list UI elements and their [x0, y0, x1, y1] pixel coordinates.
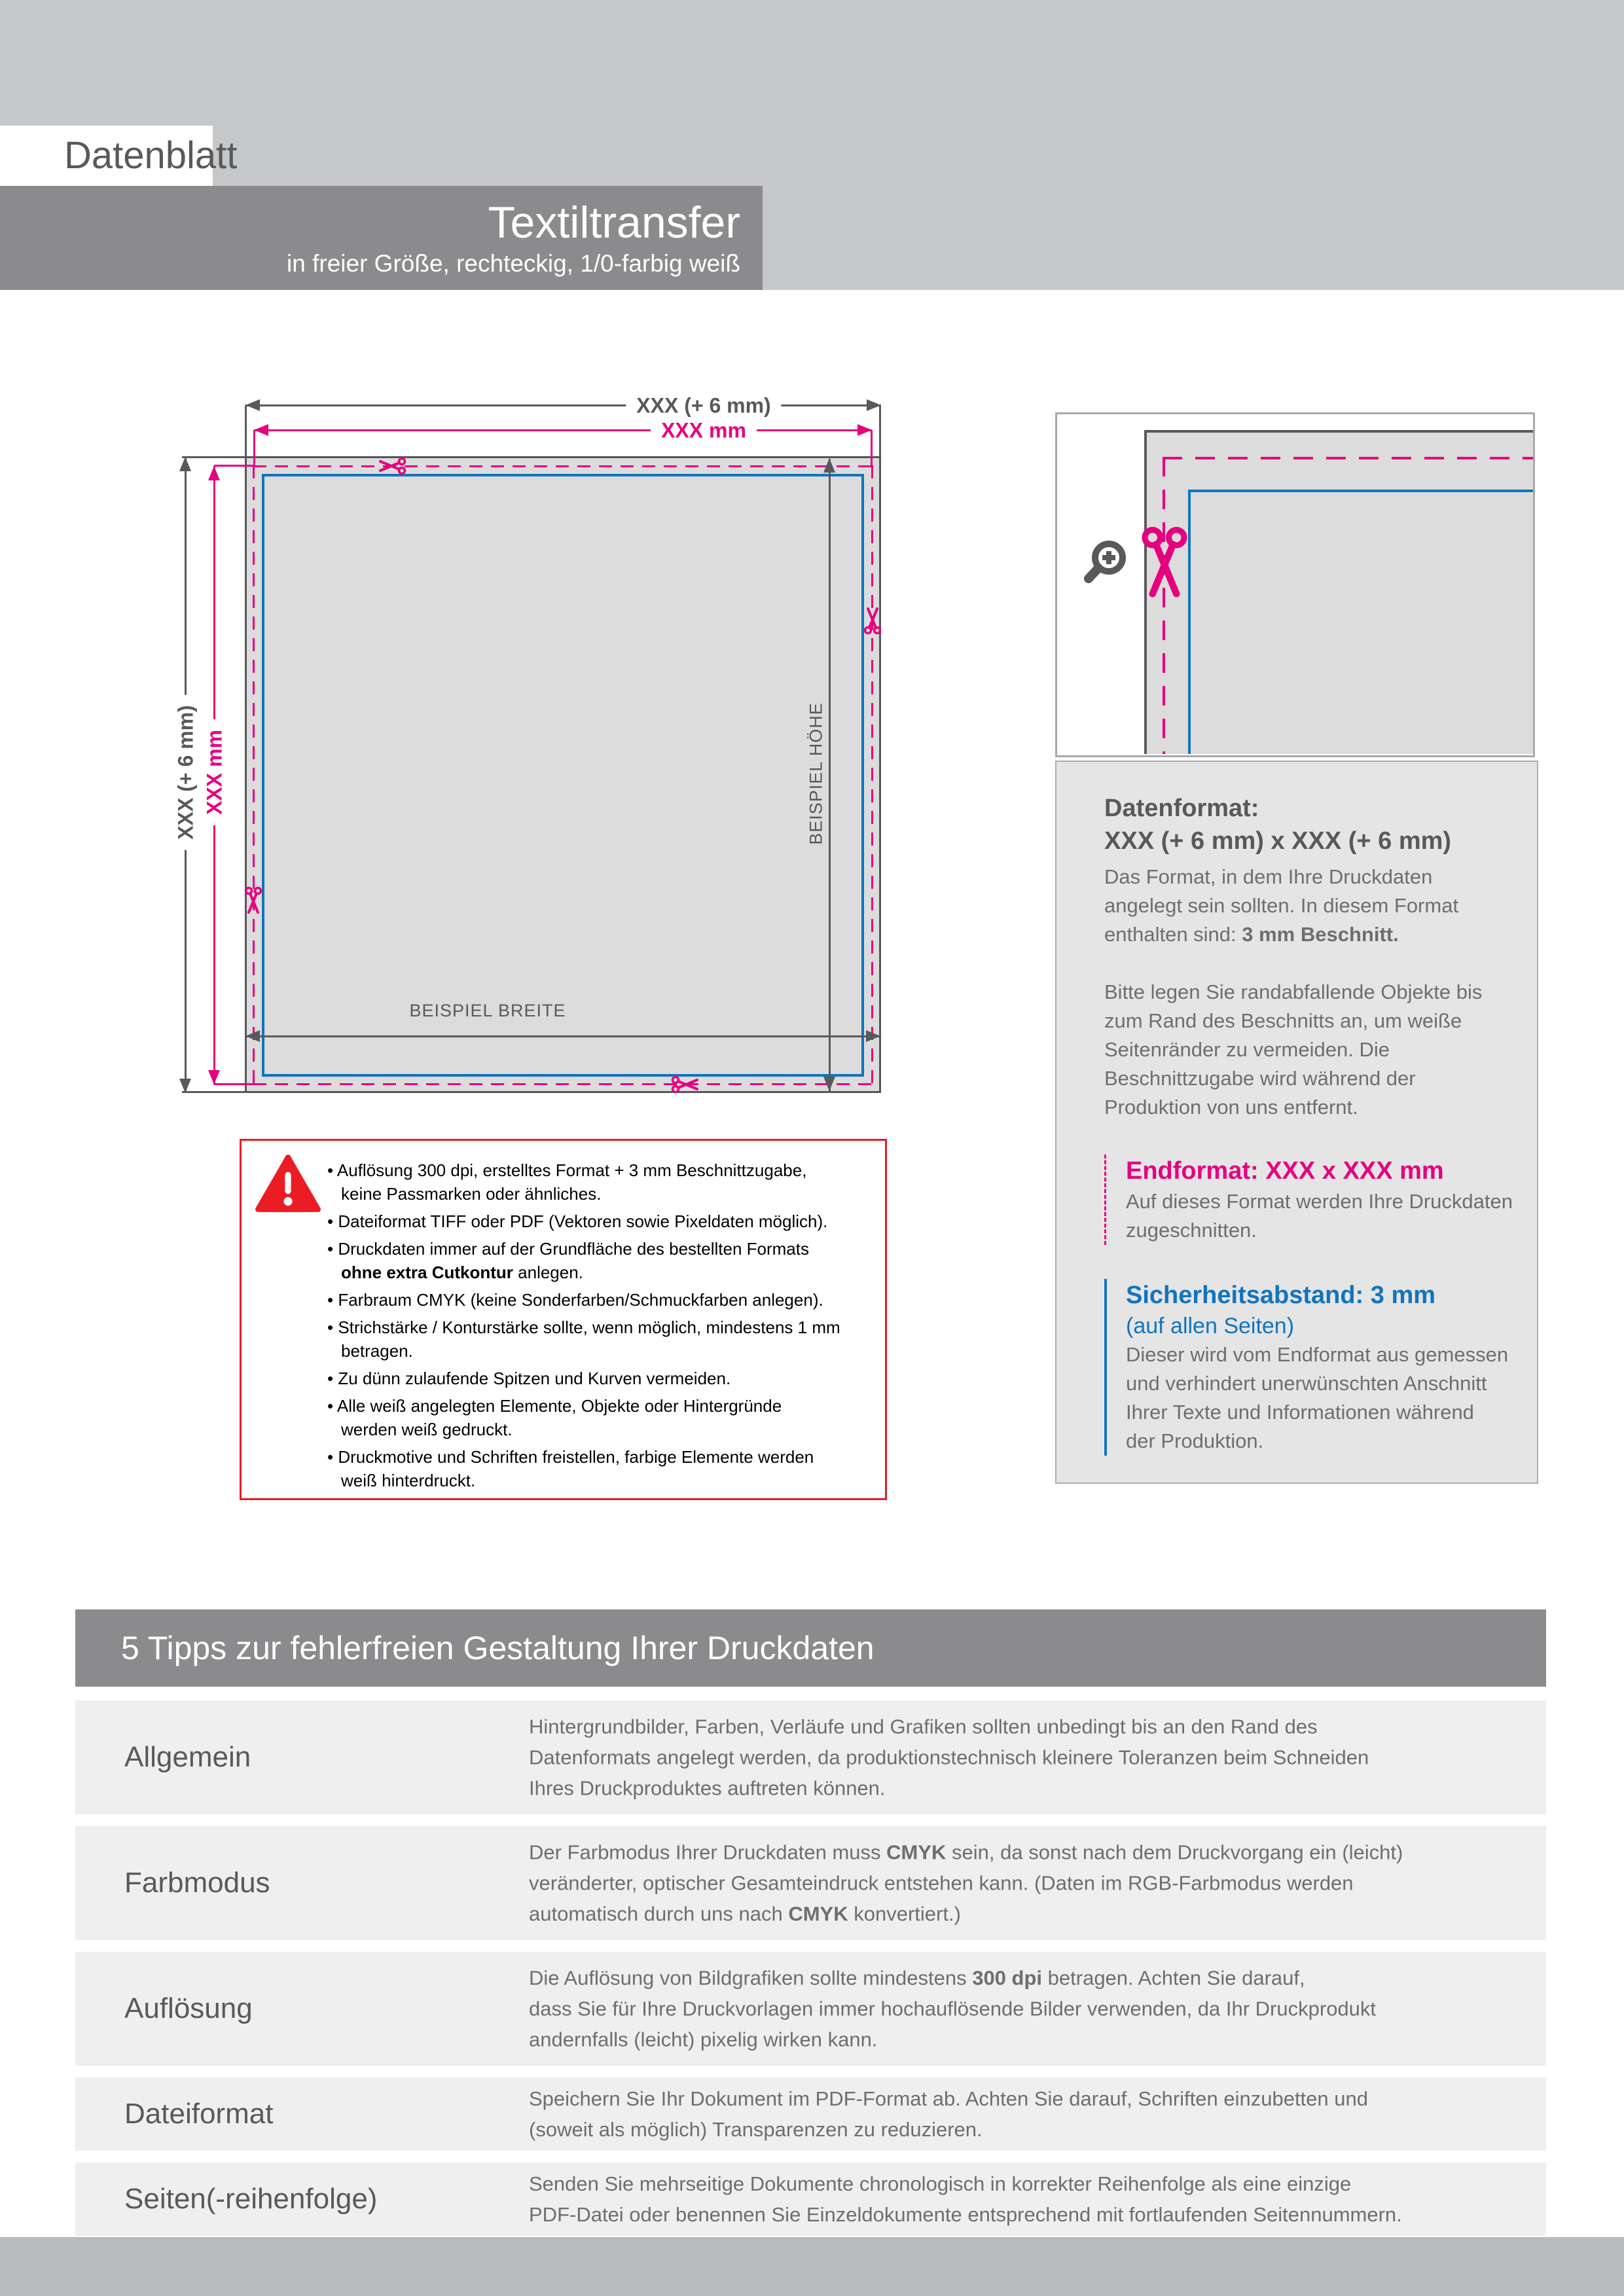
extension-line	[879, 405, 881, 456]
dimension-line-width-total	[245, 404, 881, 406]
warning-item: • Zu dünn zulaufende Spitzen und Kurven vermeiden.	[327, 1369, 731, 1388]
footer-bar	[0, 2237, 1624, 2296]
warning-item: • Druckdaten immer auf der Grundfläche des bestellten Formats ohne extra Cutkontur anlegen.	[327, 1239, 809, 1282]
arrow-head	[208, 466, 220, 480]
arrow-head	[208, 1070, 220, 1085]
warning-list	[327, 1158, 840, 1496]
tip-row-body: Senden Sie mehrseitige Dokumente chronologisch in korrekter Reihenfolge als eine einzige PDF-Datei oder benennen Sie Einzeldokumente entsprechend mit fortlaufenden Seitennummern.	[529, 2172, 1402, 2226]
zoom-detail-panel	[1055, 412, 1535, 757]
datenformat-value: XXX (+ 6 mm) x XXX (+ 6 mm)	[1104, 827, 1452, 855]
safety-margin-box	[262, 474, 864, 1077]
warning-item: • Dateiformat TIFF oder PDF (Vektoren sowie Pixeldaten möglich).	[327, 1211, 828, 1231]
tip-row-label: Dateiformat	[124, 2098, 274, 2130]
warning-triangle-icon	[255, 1154, 321, 1213]
safety-block	[1104, 1279, 1512, 1456]
warning-box	[240, 1139, 887, 1500]
tip-row-label: Seiten(-reihenfolge)	[124, 2183, 378, 2215]
tip-row-body: Speichern Sie Ihr Dokument im PDF-Format ab. Achten Sie darauf, Schriften einzubetten und (soweit als möglich) Transparenzen zu reduzieren.	[529, 2087, 1368, 2141]
mini-cut-line-left	[1163, 457, 1165, 754]
tip-row-allgemein	[75, 1700, 1546, 1814]
tips-header-bar: 5 Tipps zur fehlerfreien Gestaltung Ihrer Druckdaten	[75, 1609, 1546, 1687]
product-subtitle: in freier Größe, rechteckig, 1/0-farbig weiß	[287, 249, 740, 277]
scissors-icon	[1137, 526, 1192, 604]
warning-item: • Strichstärke / Konturstärke sollte, wenn möglich, mindestens 1 mm betragen.	[327, 1318, 840, 1361]
mini-format-edge-top	[1144, 430, 1533, 433]
arrow-head	[245, 1030, 260, 1042]
tip-row-body: Die Auflösung von Bildgrafiken sollte mindestens 300 dpi betragen. Achten Sie darauf, dass Sie für Ihre Druckvorlagen immer hochauflösende Bilder verwenden, da Ihr Druckprodukt andernfalls (leicht) pixelig wirken kann.	[529, 1966, 1377, 2051]
arrow-head	[857, 424, 872, 436]
warning-item: • Alle weiß angelegten Elemente, Objekte oder Hintergründe werden weiß gedruckt.	[327, 1396, 782, 1439]
extension-line	[253, 430, 255, 466]
tip-row-dateiformat	[75, 2077, 1546, 2151]
scissors-icon	[243, 886, 264, 916]
safety-heading: Sicherheitsabstand: 3 mm	[1126, 1282, 1436, 1309]
tip-row-body: Hintergrundbilder, Farben, Verläufe und Grafiken sollten unbedingt bis an den Rand des Datenformats angelegt werden, da produktionstechnisch kleinere Toleranzen beim Schneiden Ihres Druckproduktes auftreten können.	[529, 1715, 1369, 1800]
arrow-head	[179, 457, 191, 471]
scissors-icon	[376, 456, 406, 476]
arrow-head	[823, 458, 835, 473]
product-title: Textiltransfer	[488, 197, 740, 247]
arrow-head	[245, 399, 260, 411]
endformat-body: Auf dieses Format werden Ihre Druckdaten zugeschnitten.	[1126, 1190, 1513, 1242]
safety-subheading: (auf allen Seiten)	[1126, 1314, 1295, 1338]
mini-safety-line-top	[1188, 490, 1533, 492]
example-width-line	[245, 1035, 881, 1037]
extension-line	[182, 456, 245, 458]
extension-line	[214, 1083, 253, 1085]
datenformat-heading: Datenformat:	[1104, 795, 1259, 822]
mini-format-area	[1144, 430, 1533, 754]
mini-cut-line-top	[1163, 457, 1533, 459]
tip-row-farbmodus	[75, 1826, 1546, 1940]
example-height-line	[829, 459, 831, 1091]
spacer	[1104, 857, 1512, 863]
warning-item: • Farbraum CMYK (keine Sonderfarben/Schmuckfarben anlegen).	[327, 1290, 823, 1310]
tip-row-label: Auflösung	[124, 1992, 253, 2024]
dim-height-total-label: XXX (+ 6 mm)	[173, 694, 200, 850]
datenformat-paragraph-1: Das Format, in dem Ihre Druckdaten angelegt sein sollten. In diesem Format enthalten sind: 3 mm Beschnitt.	[1104, 865, 1459, 946]
extension-line	[871, 430, 873, 466]
tip-row-label: Farbmodus	[124, 1867, 270, 1899]
warning-item: • Druckmotive und Schriften freistellen, farbige Elemente werden weiß hinterdruckt.	[327, 1447, 814, 1490]
scissors-icon	[671, 1074, 701, 1095]
datenformat-paragraph-2: Bitte legen Sie randabfallende Objekte bis zum Rand des Beschnitts an, um weiße Seitenränder zu vermeiden. Die Beschnittzugabe wird während der Produktion von uns entfernt.	[1104, 980, 1483, 1119]
tip-row-body: Der Farbmodus Ihrer Druckdaten muss CMYK sein, da sonst nach dem Druckvorgang ein (leicht) veränderter, optischer Gesamteindruck entstehen kann. (Daten im RGB-Farbmodus werden automatisch durch uns nach CMYK konvertiert.)	[529, 1840, 1403, 1926]
arrow-head	[254, 424, 268, 436]
example-width-label: BEISPIEL BREITE	[409, 1001, 566, 1020]
arrow-head	[823, 1077, 835, 1091]
cut-line-bottom	[253, 1083, 873, 1085]
endformat-block	[1104, 1155, 1512, 1245]
format-info-panel	[1055, 761, 1538, 1484]
scissors-icon	[862, 605, 883, 635]
dim-width-total-label: XXX (+ 6 mm)	[626, 393, 781, 420]
sheet-label: Datenblatt	[0, 126, 213, 186]
spacer	[1104, 949, 1512, 978]
safety-body: Dieser wird vom Endformat aus gemessen und verhindert unerwünschten Anschnitt Ihrer Texte und Informationen während der Produktion.	[1126, 1343, 1509, 1452]
magnifier-plus-icon	[1077, 538, 1130, 590]
tip-row-seitenreihenfolge	[75, 2162, 1546, 2236]
warning-item: • Auflösung 300 dpi, erstelltes Format + 3 mm Beschnittzugabe, keine Passmarken oder ähnliches.	[327, 1160, 807, 1204]
dim-height-final-label: XXX mm	[202, 719, 228, 825]
tip-row-aufloesung	[75, 1952, 1546, 2066]
extension-line	[214, 465, 253, 467]
cut-line-left	[253, 465, 255, 1085]
example-height-label: BEISPIEL HÖHE	[806, 702, 826, 845]
endformat-heading: Endformat: XXX x XXX mm	[1126, 1157, 1444, 1185]
extension-line	[245, 405, 247, 456]
product-title-bar	[0, 186, 763, 290]
cut-line-right	[871, 465, 873, 1085]
dimension-line-width-final	[254, 429, 872, 431]
tip-row-label: Allgemein	[124, 1741, 251, 1773]
arrow-head	[866, 1030, 880, 1042]
extension-line	[182, 1091, 245, 1093]
cut-line-top	[253, 465, 873, 467]
dim-width-final-label: XXX mm	[651, 418, 757, 444]
